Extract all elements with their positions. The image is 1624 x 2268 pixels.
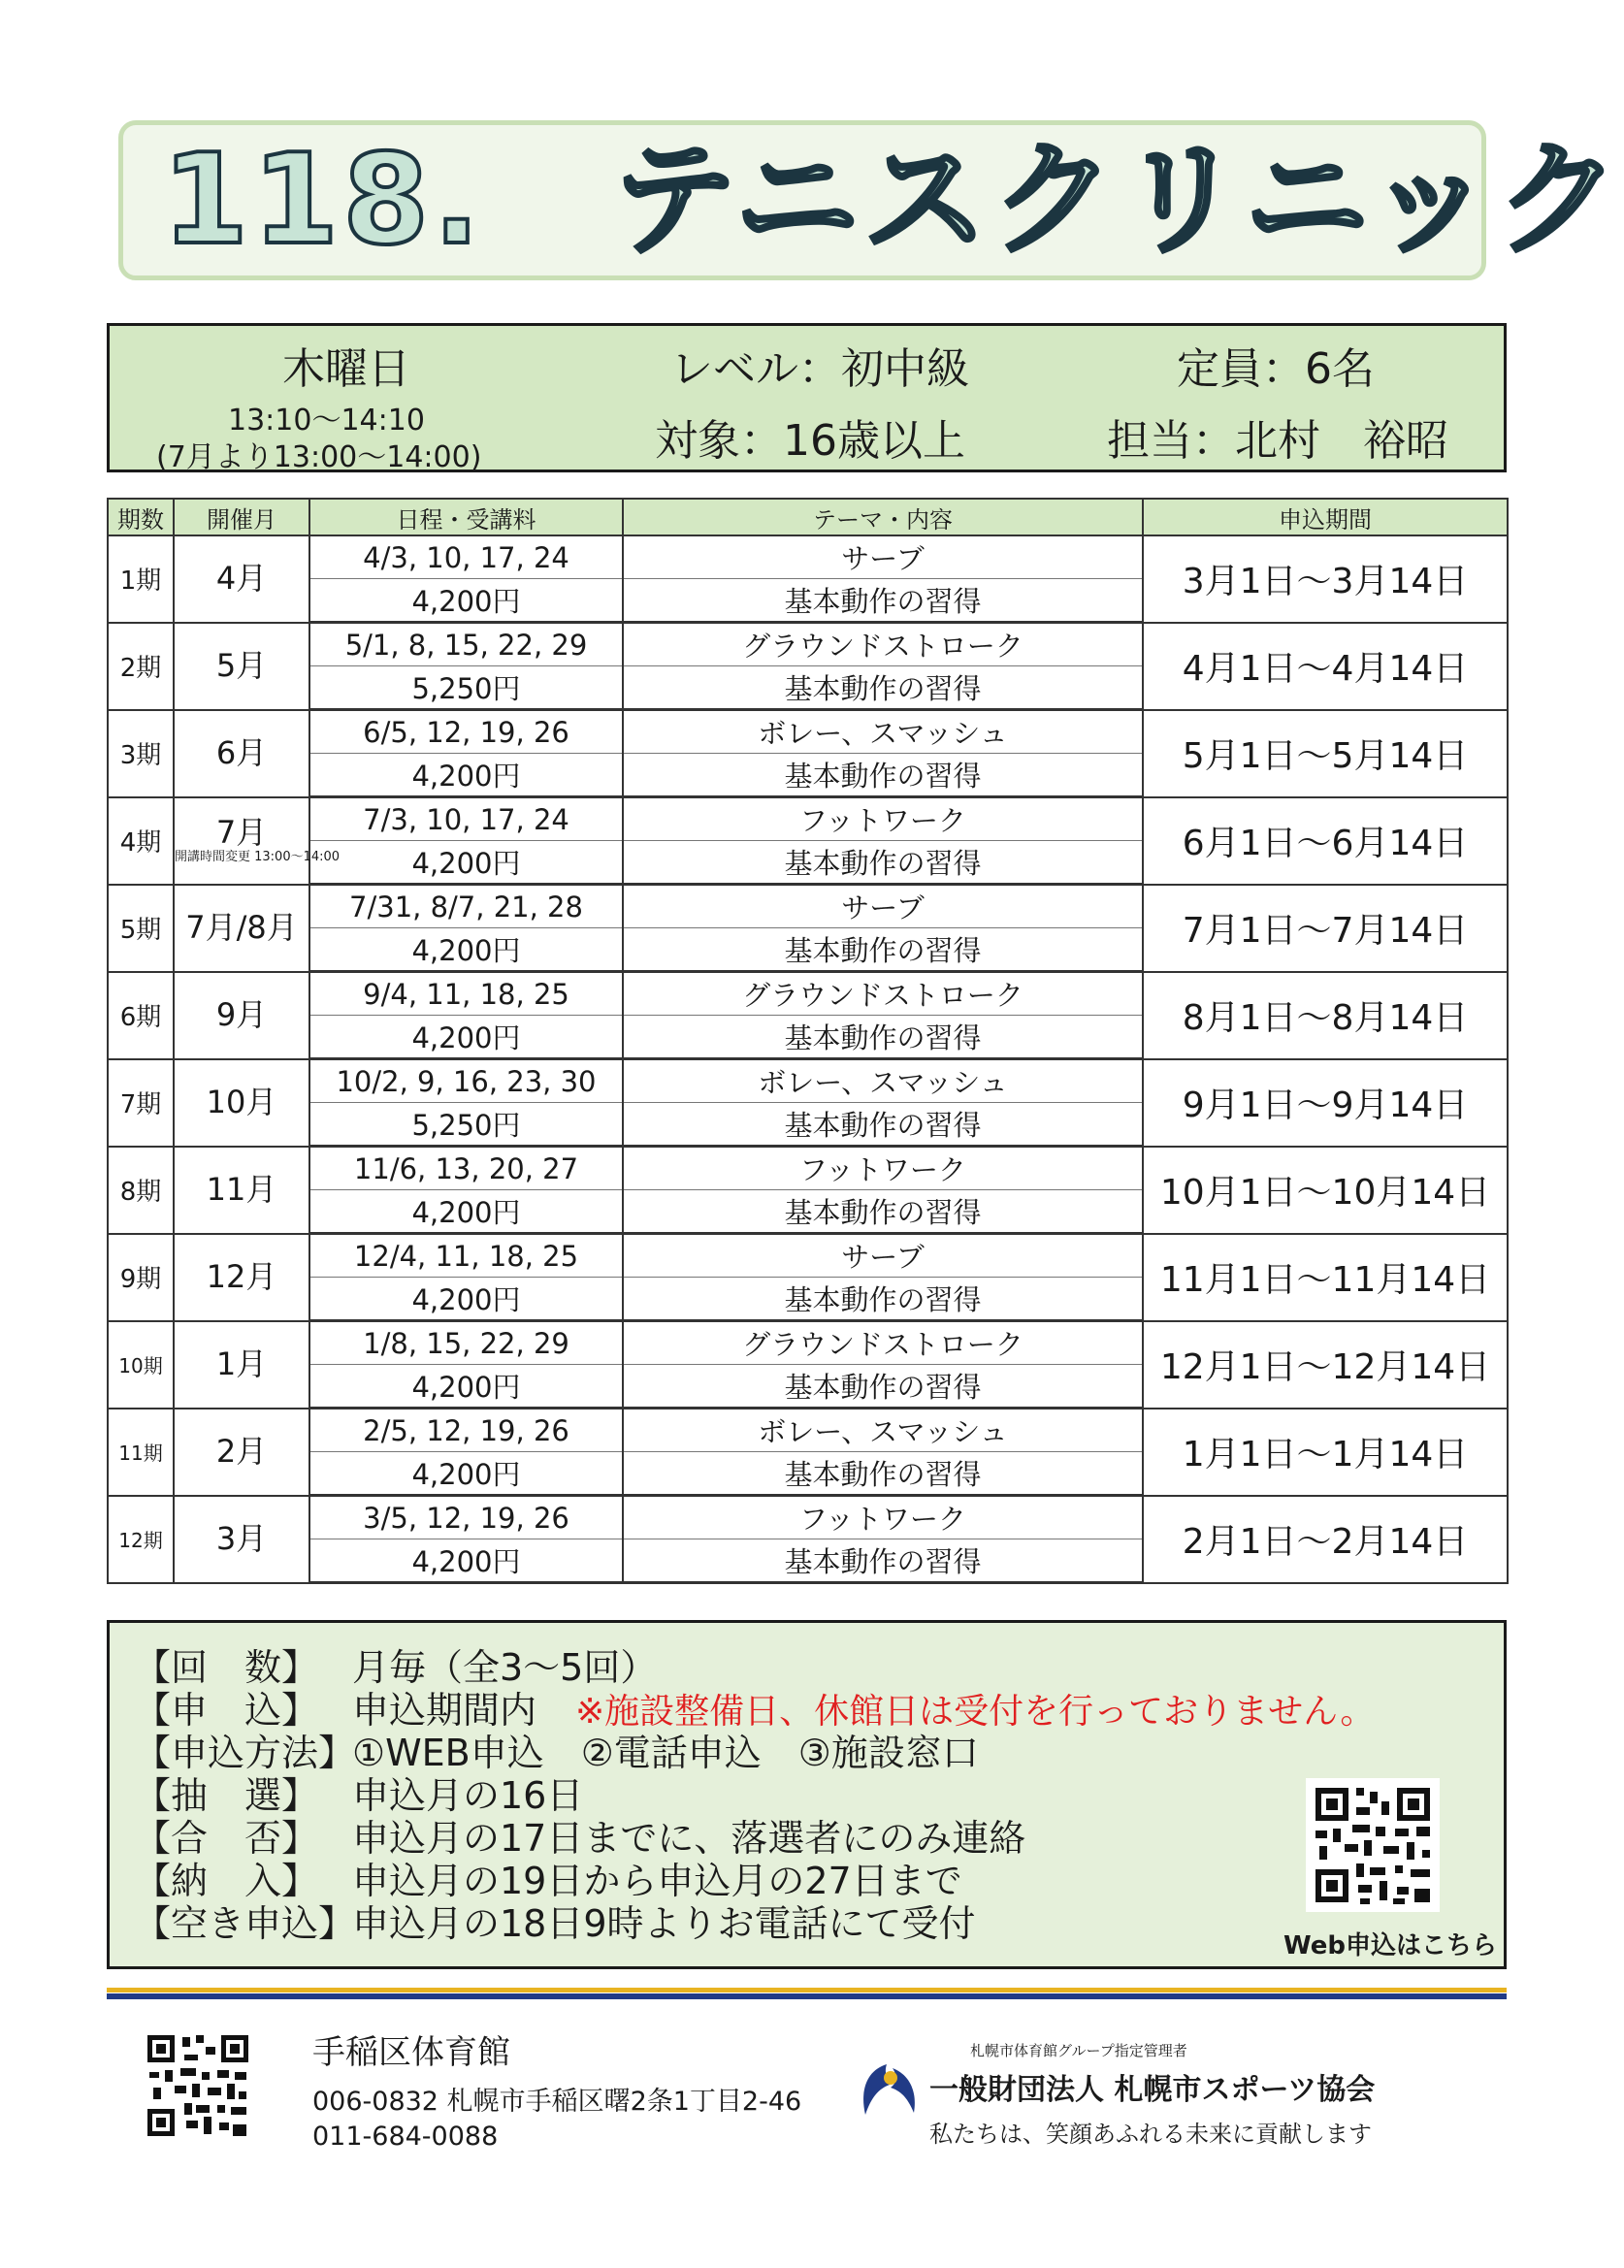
month-cell [174,623,309,710]
rule-label: 【回 数】 [134,1646,319,1689]
table-header-row [108,499,1508,535]
header-term: 期数 [108,499,174,535]
organization-slogan: 私たちは、笑顔あふれる未来に貢献します [929,2121,1372,2148]
month-cell [174,1496,309,1583]
dates-cell: 2/5, 12, 19, 26 [309,1409,623,1452]
course-time-note: (7月より13:00～14:00) [156,440,482,474]
theme-cell: サーブ [623,885,1143,928]
term-cell: 7期 [108,1059,174,1147]
fee-cell: 5,250円 [309,666,623,710]
month-label: 6月 [215,733,268,771]
venue-name: 手稲区体育館 [312,2033,510,2072]
application-period-cell: 2月1日～2月14日 [1143,1496,1508,1583]
application-period-cell: 9月1日～9月14日 [1143,1059,1508,1147]
month-cell [174,535,309,623]
theme-cell: サーブ [623,1234,1143,1278]
dates-cell: 7/31, 8/7, 21, 28 [309,885,623,928]
month-label: 9月 [215,995,268,1033]
content-cell: 基本動作の習得 [623,928,1143,972]
content-cell: 基本動作の習得 [623,1539,1143,1583]
schedule-row [108,885,1508,928]
dates-cell: 7/3, 10, 17, 24 [309,797,623,841]
rule-notice: ※施設整備日、休館日は受付を行っておりません。 [575,1692,1376,1732]
theme-cell: グラウンドストローク [623,623,1143,666]
application-period-cell: 12月1日～12月14日 [1143,1321,1508,1409]
application-rules-box [107,1620,1507,1969]
content-cell: 基本動作の習得 [623,1103,1143,1147]
rule-text: 申込期間内 [352,1689,537,1732]
organization-logo [858,2060,922,2119]
theme-cell: ボレー、スマッシュ [623,1059,1143,1103]
application-period-cell: 4月1日～4月14日 [1143,623,1508,710]
month-label: 10月 [206,1083,277,1120]
rule-line [134,1732,979,1774]
fee-cell: 4,200円 [309,754,623,797]
rule-text: 申込月の18日9時よりお電話にて受付 [352,1902,976,1945]
course-level: レベル：初中級 [670,344,969,394]
rule-label: 【抽 選】 [134,1774,319,1817]
qr-icon [146,2033,250,2138]
month-label: 3月 [215,1519,268,1557]
fee-cell: 4,200円 [309,928,623,972]
rule-line [134,1817,1025,1860]
term-cell: 4期 [108,797,174,885]
month-label: 5月 [215,646,268,684]
application-period-cell: 11月1日～11月14日 [1143,1234,1508,1321]
venue-qr-code[interactable] [146,2033,250,2138]
content-cell: 基本動作の習得 [623,1365,1143,1409]
page-title: 118. テニスクリニック [162,128,1624,273]
organization-subtitle: 札幌市体育館グループ指定管理者 [970,2042,1187,2059]
rule-label: 【合 否】 [134,1817,319,1860]
schedule-row [108,972,1508,1016]
content-cell: 基本動作の習得 [623,579,1143,623]
content-cell: 基本動作の習得 [623,1452,1143,1496]
header-month: 開催月 [174,499,309,535]
month-cell [174,1059,309,1147]
title-banner [118,120,1624,280]
dates-cell: 10/2, 9, 16, 23, 30 [309,1059,623,1103]
schedule-row [108,1234,1508,1278]
schedule-row [108,535,1508,579]
venue-phone: 011-684-0088 [312,2122,499,2152]
theme-cell: フットワーク [623,1496,1143,1539]
month-label: 7月 [215,814,268,852]
month-label: 4月 [215,559,268,597]
rule-text: 申込月の17日までに、落選者にのみ連絡 [352,1817,1026,1860]
month-note: 開講時間変更 13:00～14:00 [175,849,341,864]
theme-cell: サーブ [623,535,1143,579]
theme-cell: グラウンドストローク [623,972,1143,1016]
month-cell [174,1234,309,1321]
month-cell [174,1321,309,1409]
rule-label: 【納 入】 [134,1860,319,1902]
term-cell: 8期 [108,1147,174,1234]
application-period-cell: 7月1日～7月14日 [1143,885,1508,972]
term-cell: 3期 [108,710,174,797]
course-instructor: 担当：北村 裕昭 [1107,416,1448,466]
month-label: 11月 [206,1170,277,1208]
dates-cell: 9/4, 11, 18, 25 [309,972,623,1016]
rule-text: ①WEB申込 ②電話申込 ③施設窓口 [352,1732,979,1774]
content-cell: 基本動作の習得 [623,666,1143,710]
application-period-cell: 8月1日～8月14日 [1143,972,1508,1059]
month-cell [174,885,309,972]
course-info-box [107,323,1507,472]
term-cell: 10期 [108,1321,174,1409]
header-application-period: 申込期間 [1143,499,1508,535]
term-cell: 11期 [108,1409,174,1496]
rule-line [134,1646,657,1689]
content-cell: 基本動作の習得 [623,754,1143,797]
application-period-cell: 5月1日～5月14日 [1143,710,1508,797]
application-period-cell: 6月1日～6月14日 [1143,797,1508,885]
content-cell: 基本動作の習得 [623,841,1143,885]
header-schedule-fee: 日程・受講料 [309,499,623,535]
dates-cell: 5/1, 8, 15, 22, 29 [309,623,623,666]
schedule-row [108,1409,1508,1452]
footer-divider-blue [107,1993,1507,1999]
fee-cell: 4,200円 [309,1539,623,1583]
schedule-row [108,710,1508,754]
footer-divider-gold [107,1988,1507,1993]
term-cell: 2期 [108,623,174,710]
rule-text: 申込月の19日から申込月の27日まで [352,1860,962,1902]
sapporo-sports-logo-icon [858,2060,922,2119]
content-cell: 基本動作の習得 [623,1016,1143,1059]
course-target: 対象：16歳以上 [655,416,965,466]
rule-text: 月毎（全3～5回） [352,1646,658,1689]
rule-line [134,1902,976,1945]
dates-cell: 6/5, 12, 19, 26 [309,710,623,754]
month-cell [174,710,309,797]
dates-cell: 1/8, 15, 22, 29 [309,1321,623,1365]
fee-cell: 4,200円 [309,1365,623,1409]
course-time: 13:10～14:10 [228,404,425,437]
schedule-body [108,535,1508,1583]
theme-cell: ボレー、スマッシュ [623,1409,1143,1452]
month-cell [174,1409,309,1496]
month-cell [174,797,341,885]
term-cell: 12期 [108,1496,174,1583]
rule-line [134,1774,583,1817]
fee-cell: 4,200円 [309,1016,623,1059]
content-cell: 基本動作の習得 [623,1190,1143,1234]
fee-cell: 4,200円 [309,579,623,623]
schedule-row [108,1496,1508,1539]
schedule-row [108,623,1508,666]
schedule-row [108,1147,1508,1190]
content-cell: 基本動作の習得 [623,1278,1143,1321]
organization-name: 一般財団法人 札幌市スポーツ協会 [929,2073,1376,2107]
rule-label: 【申込方法】 [134,1732,356,1774]
theme-cell: フットワーク [623,797,1143,841]
course-capacity: 定員：6名 [1177,344,1375,394]
course-day: 木曜日 [282,344,410,394]
term-cell: 9期 [108,1234,174,1321]
month-label: 2月 [215,1432,268,1470]
application-period-cell: 3月1日～3月14日 [1143,535,1508,623]
rule-line [134,1860,962,1902]
month-cell [174,972,309,1059]
schedule-row [108,1321,1508,1365]
month-label: 12月 [206,1257,277,1295]
term-cell: 5期 [108,885,174,972]
application-period-cell: 10月1日～10月14日 [1143,1147,1508,1234]
fee-cell: 5,250円 [309,1103,623,1147]
month-cell [174,1147,309,1234]
rule-text: 申込月の16日 [352,1774,584,1817]
theme-cell: フットワーク [623,1147,1143,1190]
dates-cell: 3/5, 12, 19, 26 [309,1496,623,1539]
qr-icon [1306,1778,1440,1912]
web-application-qr-code[interactable] [1306,1778,1440,1912]
schedule-table [107,498,1509,1584]
schedule-row [108,797,1508,841]
month-label: 7月/8月 [185,908,298,946]
rule-line [134,1689,1375,1733]
term-cell: 6期 [108,972,174,1059]
month-label: 1月 [215,1345,268,1382]
theme-cell: ボレー、スマッシュ [623,710,1143,754]
header-theme: テーマ・内容 [623,499,1143,535]
term-cell: 1期 [108,535,174,623]
theme-cell: グラウンドストローク [623,1321,1143,1365]
schedule-row [108,1059,1508,1103]
rule-label: 【空き申込】 [134,1902,356,1945]
dates-cell: 12/4, 11, 18, 25 [309,1234,623,1278]
venue-address: 006-0832 札幌市手稲区曙2条1丁目2-46 [312,2087,802,2117]
fee-cell: 4,200円 [309,1190,623,1234]
fee-cell: 4,200円 [309,841,623,885]
fee-cell: 4,200円 [309,1278,623,1321]
application-period-cell: 1月1日～1月14日 [1143,1409,1508,1496]
rule-label: 【申 込】 [134,1689,319,1732]
dates-cell: 11/6, 13, 20, 27 [309,1147,623,1190]
web-application-caption: Web申込はこちら [1283,1931,1497,1960]
dates-cell: 4/3, 10, 17, 24 [309,535,623,579]
fee-cell: 4,200円 [309,1452,623,1496]
